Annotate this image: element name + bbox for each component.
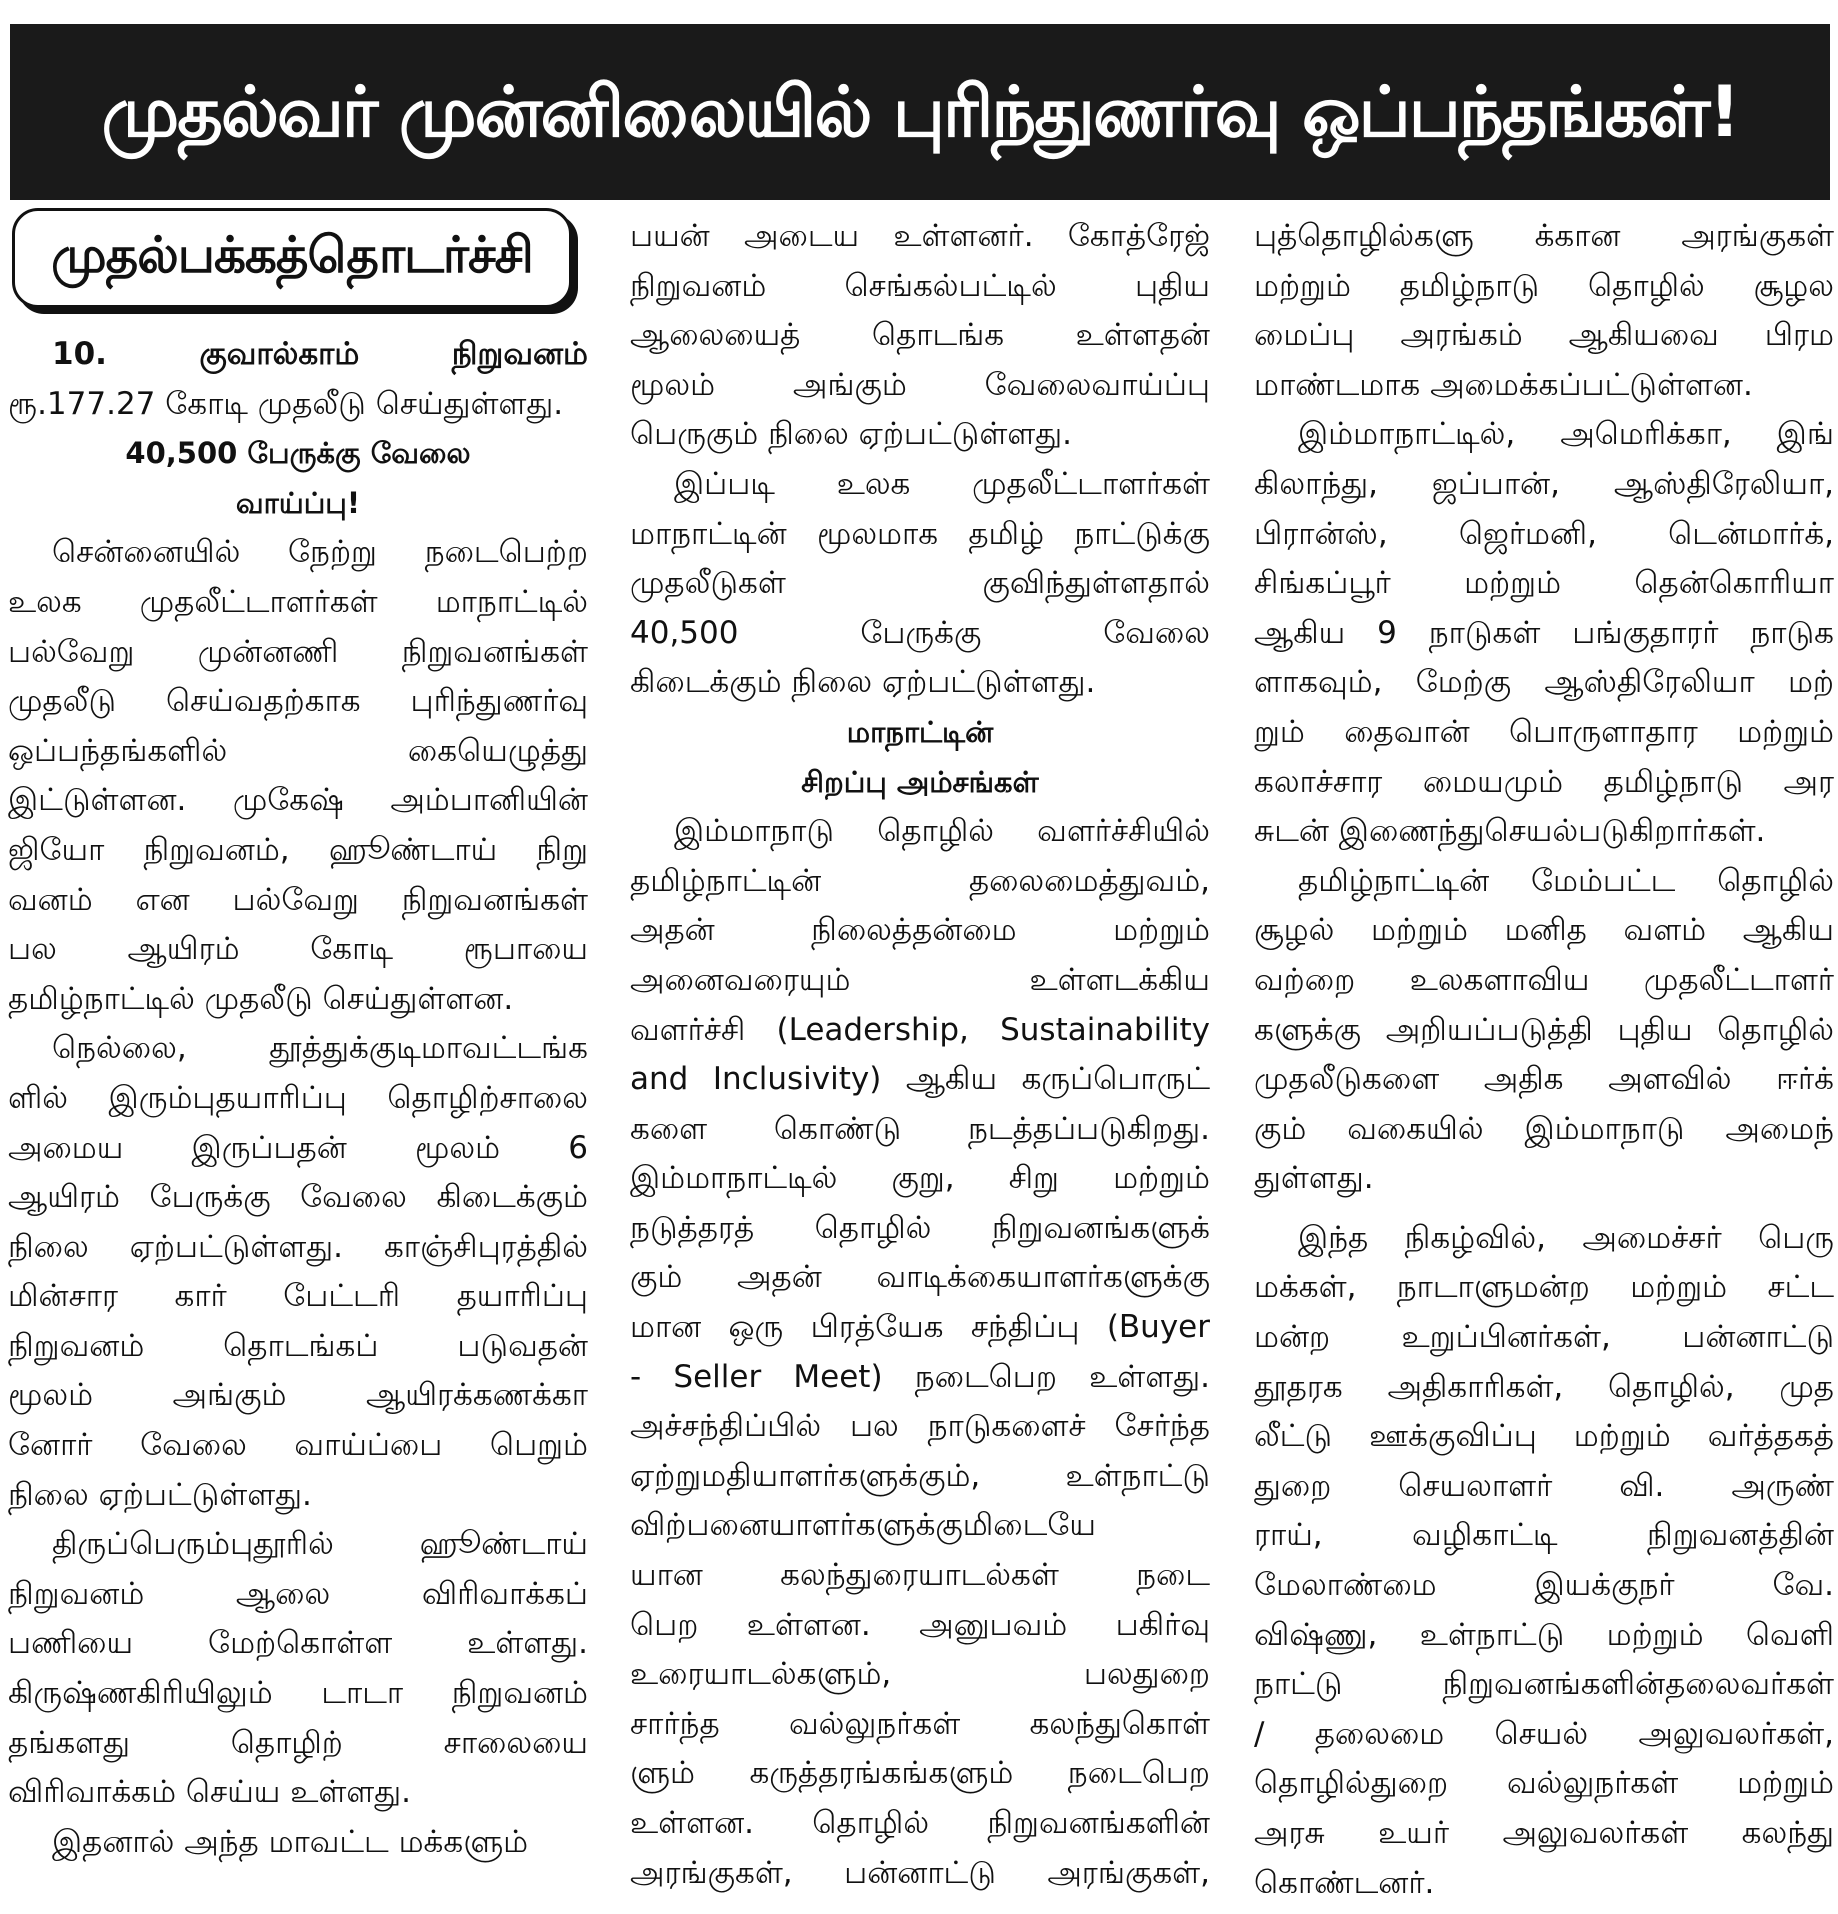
text-line: மேலாண்மை இயக்குநர் வே. [1254, 1567, 1834, 1604]
text-line: கலாச்சார மையமும் தமிழ்நாடு அர [1254, 763, 1834, 800]
subheading: சிறப்பு அம்சங்கள் [801, 764, 1039, 799]
text-line: மாண்டமாக அமைக்கப்பட்டுள்ளன. [1254, 366, 1753, 403]
text-line: துள்ளது. [1254, 1160, 1374, 1197]
text-line: பணியை மேற்கொள்ள உள்ளது. [8, 1625, 588, 1662]
headline-title: முதல்வர் முன்னிலையில் புரிந்துணர்வு ஒப்பந்தங்கள்! [101, 71, 1739, 153]
text-line: விற்பனையாளர்களுக்குமிடையே [630, 1507, 1096, 1544]
text-line: பிரான்ஸ், ஜெர்மனி, டென்மார்க், [1254, 515, 1834, 552]
text-line: துறை செயலாளர் வி. அருண் [1254, 1467, 1834, 1504]
text-line: ளும் கருத்தரங்கங்களும் நடைபெற [630, 1755, 1210, 1792]
text-line: - Seller Meet) நடைபெற உள்ளது. [630, 1358, 1210, 1395]
text-line: சார்ந்த வல்லுநர்கள் கலந்துகொள் [630, 1705, 1210, 1742]
text-line: ளில் இரும்புதயாரிப்பு தொழிற்சாலை [8, 1079, 588, 1116]
text-line: கொண்டனர். [1254, 1864, 1435, 1901]
text-line: அரசு உயர் அலுவலர்கள் கலந்து [1254, 1815, 1834, 1851]
text-line: நிறுவனம் ஆலை விரிவாக்கப் [8, 1575, 588, 1612]
text-line: திருப்பெரும்புதூரில் ஹூண்டாய் [52, 1526, 588, 1563]
lead-line: 10. குவால்காம் நிறுவனம் [52, 336, 588, 372]
text-line: மான ஒரு பிரத்யேக சந்திப்பு (Buyer [630, 1309, 1210, 1346]
text-line: கிடைக்கும் நிலை ஏற்பட்டுள்ளது. [630, 664, 1096, 701]
text-line: ரூ.177.27 கோடி முதலீடு செய்துள்ளது. [8, 385, 564, 422]
text-line: இட்டுள்ளன. முகேஷ் அம்பானியின் [8, 782, 588, 819]
text-line: அரங்குகள், பன்னாட்டு அரங்குகள், [630, 1854, 1210, 1891]
text-line: னோர் வேலை வாய்ப்பை பெறும் [8, 1427, 588, 1464]
text-line: ஏற்றுமதியாளர்களுக்கும், உள்நாட்டு [630, 1457, 1210, 1494]
text-line: / தலைமை செயல் அலுவலர்கள், [1254, 1715, 1834, 1752]
paragraph-gap [1254, 1204, 1834, 1214]
text-line: நாட்டு நிறுவனங்களின்தலைவர்கள் [1254, 1666, 1834, 1703]
text-line: சூழல் மற்றும் மனித வளம் ஆகிய [1254, 912, 1834, 949]
text-line: அமைய இருப்பதன் மூலம் 6 [8, 1129, 588, 1166]
text-line: மக்கள், நாடாளுமன்ற மற்றும் சட்ட [1254, 1269, 1834, 1306]
text-line: உரையாடல்களும், பலதுறை [630, 1656, 1210, 1693]
text-line: வனம் என பல்வேறு நிறுவனங்கள் [8, 881, 588, 918]
text-line: யான கலந்துரையாடல்கள் நடை [630, 1557, 1210, 1594]
text-line: இம்மாநாட்டில், அமெரிக்கா, இங் [1298, 416, 1834, 453]
text-line: இதனால் அந்த மாவட்ட மக்களும் [52, 1823, 529, 1860]
text-line: இம்மாநாட்டில் குறு, சிறு மற்றும் [630, 1160, 1210, 1197]
continuation-box [12, 208, 572, 308]
text-line: மூலம் அங்கும் வேலைவாய்ப்பு [630, 366, 1210, 403]
text-line: அதன் நிலைத்தன்மை மற்றும் [630, 912, 1210, 949]
text-line: சென்னையில் நேற்று நடைபெற்ற [52, 534, 588, 571]
text-line: கும் அதன் வாடிக்கையாளர்களுக்கு [630, 1259, 1210, 1296]
text-line: ராய், வழிகாட்டி நிறுவனத்தின் [1254, 1517, 1834, 1554]
text-line: மன்ற உறுப்பினர்கள், பன்னாட்டு [1254, 1319, 1834, 1356]
text-line: இம்மாநாடு தொழில் வளர்ச்சியில் [674, 813, 1210, 850]
text-line: ஆகிய 9 நாடுகள் பங்குதாரர் நாடுக [1254, 614, 1834, 651]
text-line: சிங்கப்பூர் மற்றும் தென்கொரியா [1254, 565, 1834, 602]
text-line: கிருஷ்ணகிரியிலும் டாடா நிறுவனம் [8, 1675, 588, 1712]
text-line: இந்த நிகழ்வில், அமைச்சர் பெரு [1298, 1219, 1834, 1256]
text-line: பல ஆயிரம் கோடி ரூபாயை [8, 931, 588, 968]
text-line: நெல்லை, தூத்துக்குடிமாவட்டங்க [52, 1030, 588, 1067]
text-line: ஒப்பந்தங்களில் கையெழுத்து [8, 732, 588, 769]
text-line: மைப்பு அரங்கம் ஆகியவை பிரம [1254, 317, 1834, 354]
text-line: நிறுவனம் தொடங்கப் படுவதன் [8, 1327, 588, 1364]
text-line: நிலை ஏற்பட்டுள்ளது. காஞ்சிபுரத்தில் [8, 1228, 588, 1265]
text-line: அனைவரையும் உள்ளடக்கிய [630, 961, 1210, 998]
text-line: புத்தொழில்களு க்கான அரங்குகள் [1254, 218, 1834, 254]
text-line: பெற உள்ளன. அனுபவம் பகிர்வு [630, 1606, 1210, 1643]
text-line: தொழில்துறை வல்லுநர்கள் மற்றும் [1254, 1765, 1834, 1802]
text-line: தூதரக அதிகாரிகள், தொழில், முத [1254, 1368, 1834, 1405]
text-line: உலக முதலீட்டாளர்கள் மாநாட்டில் [8, 583, 588, 620]
text-line: and Inclusivity) ஆகிய கருப்பொருட் [630, 1061, 1210, 1098]
text-line: பெருகும் நிலை ஏற்பட்டுள்ளது. [630, 416, 1073, 453]
text-line: தங்களது தொழிற் சாலையை [8, 1724, 588, 1761]
text-line: நிலை ஏற்பட்டுள்ளது. [8, 1476, 312, 1513]
text-line: நிறுவனம் செங்கல்பட்டில் புதிய [630, 267, 1210, 304]
subheading: 40,500 பேருக்கு வேலை [125, 436, 471, 471]
text-line: முதலீடுகள் குவிந்துள்ளதால் [630, 565, 1210, 602]
continuation-label: முதல்பக்கத்தொடர்ச்சி [51, 225, 533, 284]
text-line: மற்றும் தமிழ்நாடு தொழில் சூழல [1254, 267, 1834, 304]
text-line: தமிழ்நாட்டின் மேம்பட்ட தொழில் [1298, 862, 1834, 899]
text-line: உள்ளன. தொழில் நிறுவனங்களின் [630, 1805, 1210, 1841]
text-line: ஜியோ நிறுவனம், ஹூண்டாய் நிறு [8, 831, 588, 868]
text-line: 40,500 பேருக்கு வேலை [630, 614, 1210, 651]
text-line: மின்சார கார் பேட்டரி தயாரிப்பு [8, 1278, 588, 1315]
text-line: கும் வகையில் இம்மாநாடு அமைந் [1254, 1110, 1834, 1147]
text-line: இப்படி உலக முதலீட்டாளர்கள் [674, 465, 1210, 502]
text-line: ஆலையைத் தொடங்க உள்ளதன் [630, 317, 1210, 354]
text-line: தமிழ்நாட்டில் முதலீடு செய்துள்ளன. [8, 980, 514, 1017]
subheading: வாய்ப்பு! [235, 485, 361, 520]
text-line: மூலம் அங்கும் ஆயிரக்கணக்கா [8, 1377, 588, 1414]
text-line: ஆயிரம் பேருக்கு வேலை கிடைக்கும் [8, 1179, 588, 1216]
text-line: வற்றை உலகளாவிய முதலீட்டாளர் [1254, 961, 1834, 998]
text-line: களுக்கு அறியப்படுத்தி புதிய தொழில் [1254, 1011, 1834, 1048]
text-line: கிலாந்து, ஜப்பான், ஆஸ்திரேலியா, [1254, 465, 1834, 502]
text-line: ளாகவும், மேற்கு ஆஸ்திரேலியா மற் [1254, 664, 1834, 701]
text-line: வளர்ச்சி (Leadership, Sustainability [630, 1011, 1210, 1048]
text-line: முதலீடுகளை அதிக அளவில் ஈர்க் [1254, 1061, 1834, 1098]
text-line: பல்வேறு முன்னணி நிறுவனங்கள் [8, 633, 588, 670]
text-line: பயன் அடைய உள்ளனர். கோத்ரேஜ் [630, 218, 1210, 254]
text-line: களை கொண்டு நடத்தப்படுகிறது. [630, 1110, 1210, 1147]
text-line: தமிழ்நாட்டின் தலைமைத்துவம், [630, 862, 1210, 899]
text-line: றும் தைவான் பொருளாதார மற்றும் [1254, 713, 1834, 750]
text-line: விஷ்ணு, உள்நாட்டு மற்றும் வெளி [1254, 1616, 1834, 1653]
text-line: விரிவாக்கம் செய்ய உள்ளது. [8, 1774, 412, 1811]
text-line: நடுத்தரத் தொழில் நிறுவனங்களுக் [630, 1209, 1210, 1246]
text-line: அச்சந்திப்பில் பல நாடுகளைச் சேர்ந்த [630, 1408, 1210, 1445]
subheading: மாநாட்டின் [846, 714, 994, 749]
article-column-1 [8, 208, 588, 1867]
text-line: முதலீடு செய்வதற்காக புரிந்துணர்வு [8, 683, 588, 720]
headline-banner [10, 24, 1830, 200]
article-column-2 [630, 212, 1210, 1898]
text-line: லீட்டு ஊக்குவிப்பு மற்றும் வர்த்தகத் [1254, 1418, 1834, 1455]
text-line: மாநாட்டின் மூலமாக தமிழ் நாட்டுக்கு [630, 515, 1210, 552]
text-line: சுடன் இணைந்துசெயல்படுகிறார்கள். [1254, 813, 1766, 850]
article-column-3 [1254, 212, 1834, 1908]
